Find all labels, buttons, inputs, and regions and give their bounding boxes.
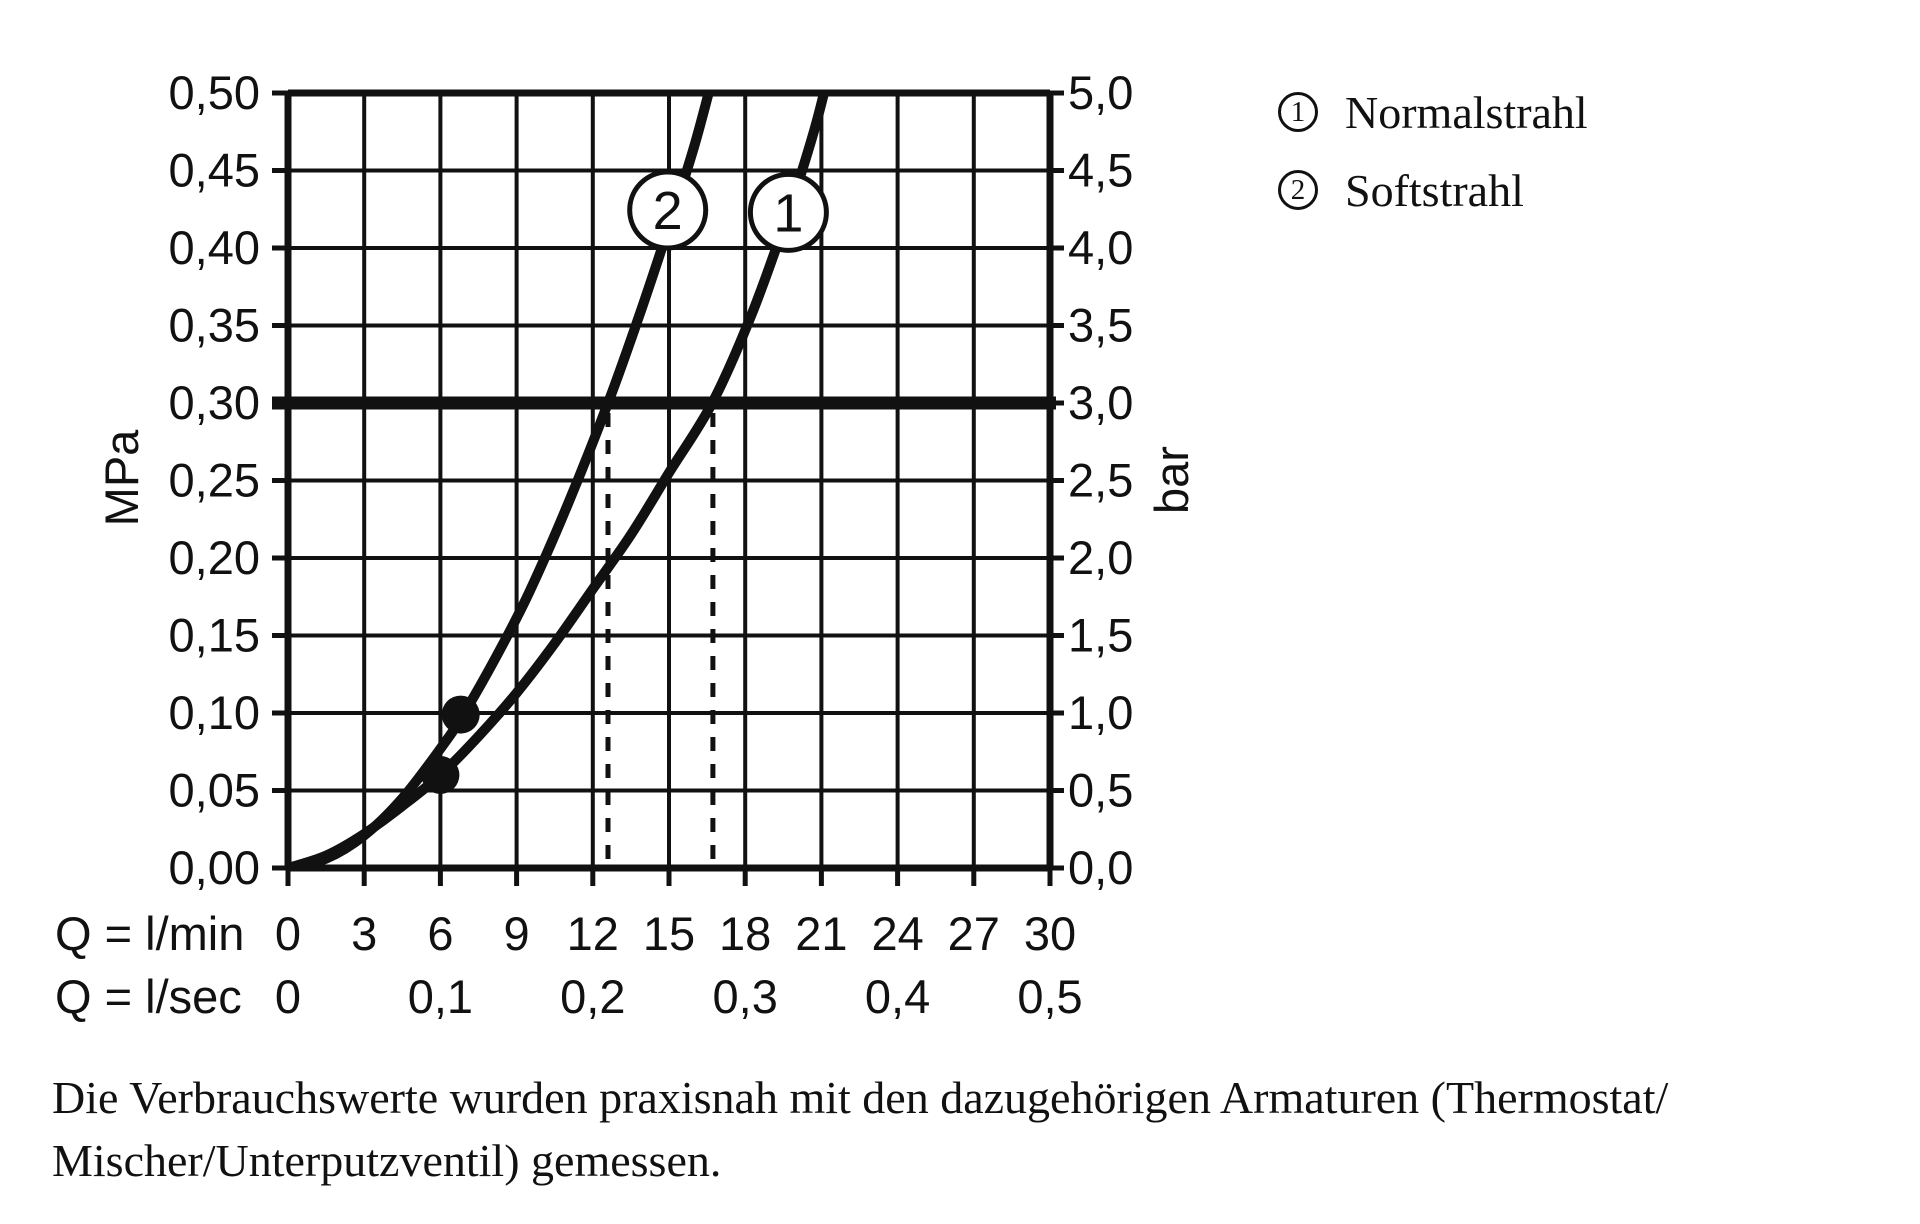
y-left-tick-label: 0,00: [168, 841, 260, 894]
curve-badge-number-2: 2: [652, 181, 683, 241]
x-tick-label: 0,4: [864, 970, 931, 1023]
x-tick-label: 21: [795, 907, 848, 960]
legend-label-softstrahl: Softstrahl: [1345, 164, 1524, 216]
x-tick-label: 24: [871, 907, 924, 960]
x-tick-label: 12: [566, 907, 619, 960]
y-right-tick-label: 4,5: [1068, 143, 1134, 197]
y-left-tick-label: 0,25: [168, 453, 260, 507]
x-axis-row-label: Q = l/min: [55, 907, 245, 960]
x-tick-label: 15: [642, 907, 696, 960]
y-right-tick-label: 0,5: [1068, 763, 1134, 817]
legend-item-softstrahl: [1278, 164, 1588, 216]
x-tick-label: 18: [719, 907, 772, 960]
x-tick-label: 0,1: [407, 970, 474, 1023]
y-right-tick-label: 2,0: [1068, 531, 1134, 584]
legend-label-normalstrahl: Normalstrahl: [1345, 86, 1588, 138]
x-tick-label: 0: [274, 907, 302, 960]
legend-badge-1-icon: 1: [1278, 92, 1318, 132]
y-left-tick-label: 0,45: [168, 143, 260, 197]
y-right-tick-label: 0,0: [1068, 841, 1134, 894]
y-left-tick-label: 0,35: [168, 298, 260, 352]
y-left-tick-label: 0,30: [168, 376, 260, 429]
y-axis-unit-left: MPa: [95, 429, 148, 527]
x-tick-label: 3: [351, 907, 378, 960]
y-left-tick-label: 0,05: [168, 763, 260, 817]
x-tick-label: 0,5: [1017, 970, 1083, 1023]
x-tick-label: 9: [503, 907, 530, 960]
x-tick-label: 30: [1023, 907, 1077, 960]
x-tick-label: 0: [274, 970, 302, 1023]
y-left-tick-label: 0,20: [168, 531, 260, 584]
x-axis-row-label: Q = l/sec: [55, 970, 242, 1023]
y-right-tick-label: 4,0: [1068, 221, 1134, 274]
y-axis-unit-right: bar: [1145, 446, 1198, 514]
y-left-tick-label: 0,40: [168, 221, 260, 274]
y-left-tick-label: 0,10: [168, 686, 260, 739]
y-right-tick-label: 2,5: [1068, 453, 1134, 507]
x-tick-label: 6: [427, 907, 454, 960]
x-tick-label: 0,3: [712, 970, 778, 1023]
flow-marker-dot: [421, 756, 459, 794]
footnote: [52, 1066, 1668, 1192]
legend-badge-2-icon: 2: [1278, 170, 1318, 210]
y-right-tick-label: 3,5: [1068, 298, 1134, 352]
y-right-tick-label: 3,0: [1068, 376, 1134, 429]
y-right-tick-label: 5,0: [1068, 66, 1134, 119]
footnote-line-2: Mischer/Unterputzventil) gemessen.: [52, 1135, 722, 1186]
flow-marker-dot: [442, 696, 480, 734]
legend: [1278, 86, 1588, 245]
legend-item-normalstrahl: [1278, 86, 1588, 138]
y-right-tick-label: 1,0: [1068, 686, 1134, 739]
x-tick-label: 0,2: [560, 970, 626, 1023]
y-left-tick-label: 0,50: [168, 66, 260, 119]
curve-badge-number-1: 1: [773, 183, 804, 244]
curve-normalstrahl: [288, 62, 832, 868]
footnote-line-1: Die Verbrauchswerte wurden praxisnah mit den dazugehörigen Armaturen (Thermostat/: [52, 1072, 1669, 1123]
y-left-tick-label: 0,15: [168, 608, 260, 662]
y-right-tick-label: 1,5: [1068, 608, 1134, 662]
x-tick-label: 27: [947, 907, 1000, 960]
